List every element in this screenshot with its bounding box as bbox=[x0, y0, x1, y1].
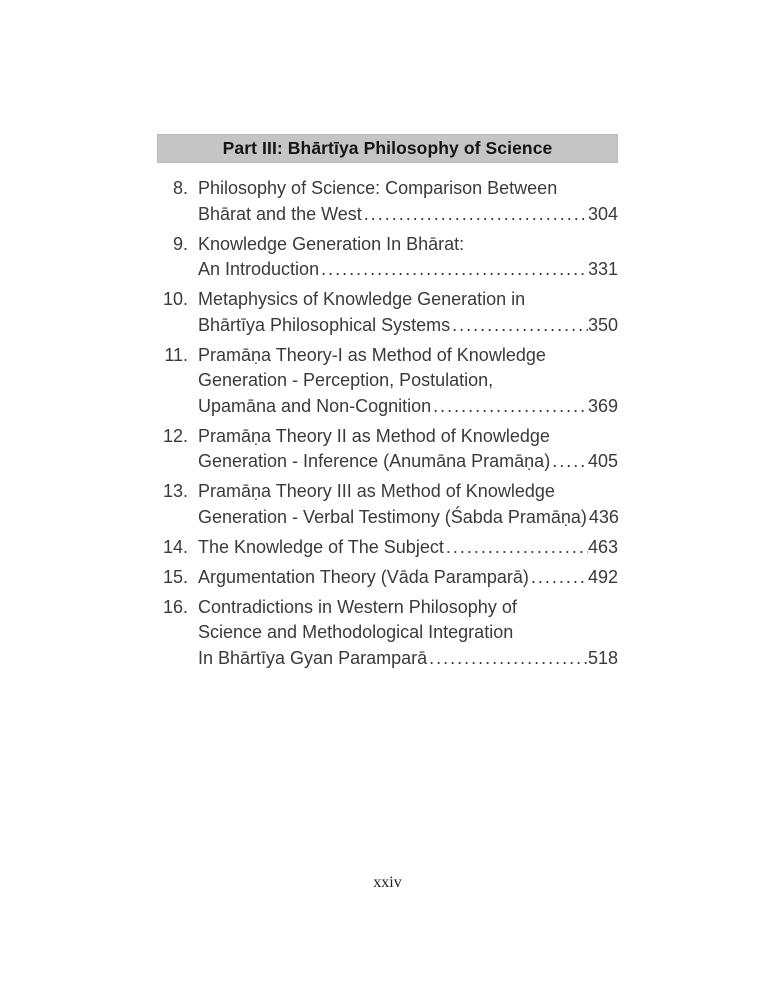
entry-page-number: 463 bbox=[587, 536, 618, 557]
part-section-header: Part III: Bhārtīya Philosophy of Science bbox=[157, 134, 618, 163]
entry-title-text: Generation - Verbal Testimony (Śabda Pramāṇa) bbox=[198, 506, 587, 527]
dot-leader bbox=[552, 449, 588, 475]
toc-entry bbox=[157, 343, 618, 420]
entry-title-text: The Knowledge of The Subject bbox=[198, 536, 444, 557]
entry-number: 15. bbox=[162, 566, 188, 587]
entry-title-text: Philosophy of Science: Comparison Between bbox=[198, 178, 558, 198]
entry-title-text: Bhārat and the West bbox=[198, 203, 362, 224]
entry-title-text: Pramāṇa Theory-I as Method of Knowledge bbox=[198, 344, 546, 365]
dot-leader bbox=[452, 313, 588, 339]
dot-leader bbox=[364, 202, 588, 228]
entry-number: 8. bbox=[172, 178, 188, 198]
entry-page-number: 350 bbox=[587, 314, 618, 335]
dot-leader bbox=[531, 565, 588, 591]
dot-leader bbox=[446, 535, 588, 561]
entry-page-number: 369 bbox=[587, 395, 618, 416]
entry-line bbox=[198, 595, 618, 621]
entry-lines bbox=[198, 424, 618, 475]
entry-line bbox=[198, 202, 618, 228]
entry-title-text: Contradictions in Western Philosophy of bbox=[198, 596, 517, 617]
entry-title-text: Generation - Inference (Anumāna Pramāṇa) bbox=[198, 451, 551, 471]
entry-line bbox=[198, 343, 618, 369]
entry-title-text: Pramāṇa Theory II as Method of Knowledge bbox=[198, 425, 550, 446]
entry-lines bbox=[198, 232, 618, 283]
dot-leader bbox=[429, 646, 588, 672]
toc-entry bbox=[157, 535, 618, 561]
entry-page-number: 492 bbox=[587, 566, 618, 587]
toc-entry bbox=[157, 424, 618, 475]
page-number-folio: xxiv bbox=[373, 874, 402, 891]
entry-lines bbox=[198, 287, 618, 338]
entry-lines bbox=[198, 535, 618, 561]
entry-line bbox=[198, 232, 618, 258]
toc-entry bbox=[157, 232, 618, 283]
entry-line bbox=[198, 449, 618, 475]
entry-lines bbox=[198, 595, 618, 672]
entry-page-number: 518 bbox=[587, 647, 618, 668]
dot-leader bbox=[321, 257, 588, 283]
entry-line bbox=[198, 620, 618, 646]
entry-number: 11. bbox=[164, 344, 188, 365]
entry-line bbox=[198, 176, 618, 202]
entry-title-text: Upamāna and Non-Cognition bbox=[198, 395, 432, 416]
toc-entry bbox=[157, 595, 618, 672]
entry-title-text: Metaphysics of Knowledge Generation in bbox=[198, 289, 526, 309]
entry-lines bbox=[198, 479, 618, 530]
entry-page-number: 331 bbox=[587, 259, 618, 279]
entry-line bbox=[198, 505, 618, 531]
entry-number: 10. bbox=[162, 289, 188, 309]
toc-list bbox=[157, 176, 618, 671]
toc-entry bbox=[157, 176, 618, 227]
entry-title-text: In Bhārtīya Gyan Paramparā bbox=[198, 647, 428, 668]
entry-lines bbox=[198, 343, 618, 420]
dot-leader bbox=[433, 394, 588, 420]
toc-entry bbox=[157, 479, 618, 530]
entry-line bbox=[198, 646, 618, 672]
entry-line bbox=[198, 287, 618, 313]
entry-line bbox=[198, 368, 618, 394]
entry-line bbox=[198, 535, 618, 561]
entry-lines bbox=[198, 565, 618, 591]
entry-line bbox=[198, 313, 618, 339]
entry-title-text: Science and Methodological Integration bbox=[198, 622, 514, 642]
entry-title-text: Argumentation Theory (Vāda Paramparā) bbox=[198, 566, 529, 587]
entry-number: 13. bbox=[162, 481, 188, 501]
entry-number: 12. bbox=[162, 425, 188, 446]
entry-page-number: 304 bbox=[587, 203, 618, 224]
entry-line bbox=[198, 424, 618, 450]
entry-number: 14. bbox=[162, 536, 188, 557]
entry-number: 16. bbox=[162, 596, 188, 617]
entry-line bbox=[198, 565, 618, 591]
entry-lines bbox=[198, 176, 618, 227]
toc-entry bbox=[157, 565, 618, 591]
entry-title-text: Generation - Perception, Postulation, bbox=[198, 370, 494, 390]
entry-page-number: 405 bbox=[587, 451, 618, 471]
entry-title-text: An Introduction bbox=[198, 259, 320, 279]
entry-page-number: 436 bbox=[588, 506, 619, 527]
entry-line bbox=[198, 257, 618, 283]
entry-title-text: Knowledge Generation In Bhārat: bbox=[198, 233, 465, 254]
entry-title-text: Bhārtīya Philosophical Systems bbox=[198, 314, 451, 335]
entry-line bbox=[198, 394, 618, 420]
entry-line bbox=[198, 479, 618, 505]
entry-title-text: Pramāṇa Theory III as Method of Knowledge bbox=[198, 481, 555, 501]
entry-number: 9. bbox=[172, 233, 188, 254]
toc-entry bbox=[157, 287, 618, 338]
table-of-contents bbox=[157, 134, 618, 676]
